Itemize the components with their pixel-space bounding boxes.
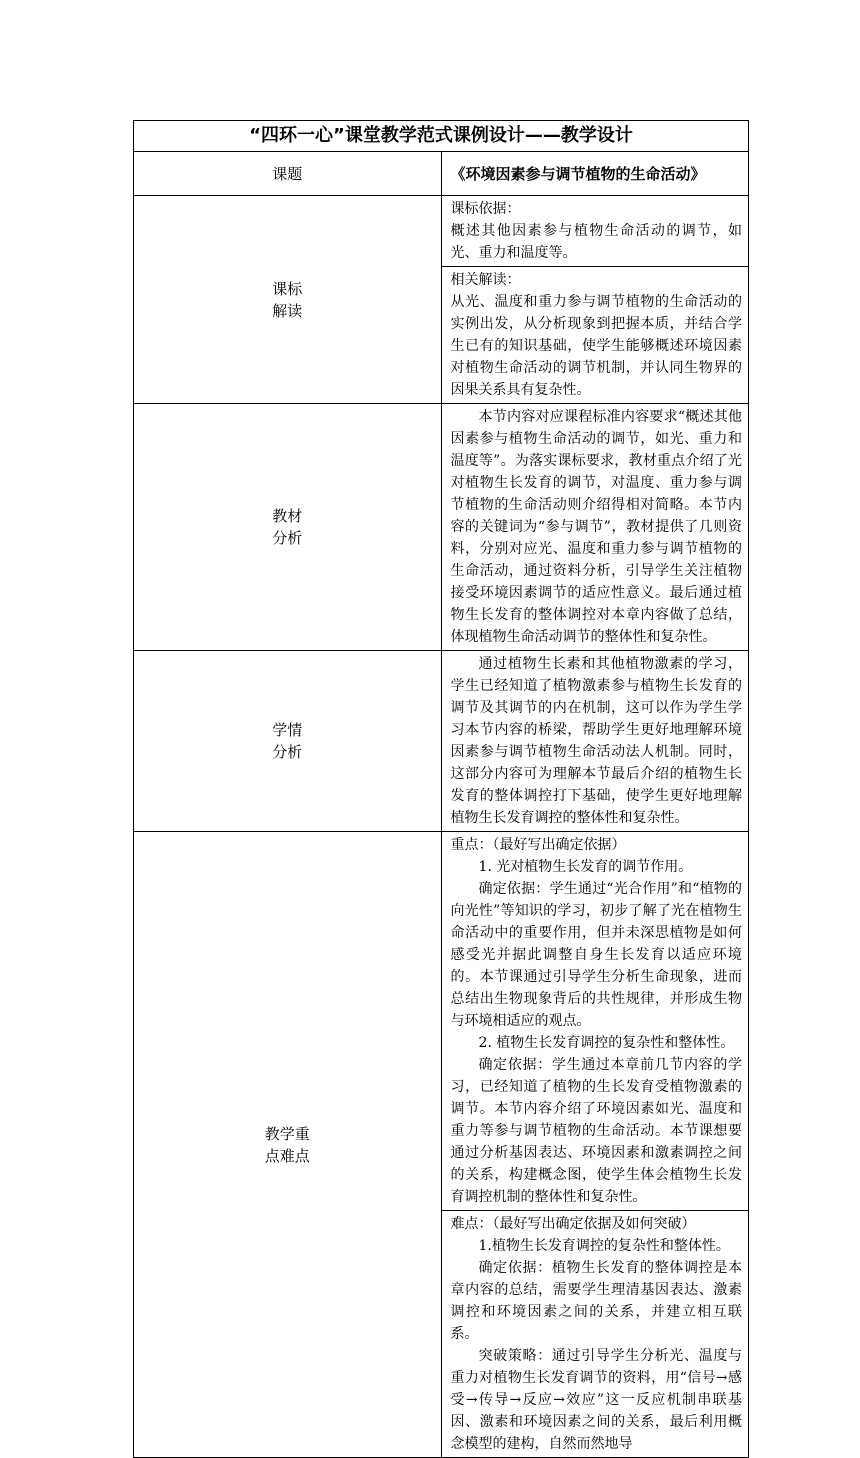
- curriculum-basis-text: 概述其他因素参与植物生命活动的调节，如光、重力和温度等。: [450, 223, 742, 261]
- students-label-text: 学情分析: [272, 721, 303, 761]
- curriculum-basis-cell: [441, 196, 749, 267]
- document-title: “四环一心”课堂教学范式课例设计——教学设计: [134, 121, 749, 152]
- lesson-design-table: [133, 120, 749, 1458]
- difficulty-cell: [441, 1211, 749, 1458]
- keypoints-label: [134, 832, 442, 1458]
- focus-cell: [441, 832, 749, 1211]
- curriculum-label-text: 课标解读: [272, 279, 303, 320]
- difficulty-heading: 难点：（最好写出确定依据及如何突破）: [450, 1216, 696, 1232]
- difficulty-1-basis: 确定依据：植物生长发育的整体调控是本章内容的总结，需要学生理清基因表达、激素调控和环境因素之间的关系，并建立相互联系。: [450, 1260, 742, 1342]
- curriculum-label: [134, 196, 442, 404]
- focus-heading: 重点：（最好写出确定依据）: [450, 837, 626, 853]
- focus-2-basis: 确定依据：学生通过本章前几节内容的学习，已经知道了植物的生长发育受植物激素的调节。本节内容介绍了环境因素如光、温度和重力等参与调节植物的生命活动。本节课想要通过分析基因表达、环境因素和激素调控之间的关系，构建概念图，使学生体会植物生长发育调控机制的整体性和复杂性。: [450, 1057, 742, 1205]
- focus-1-basis: 确定依据：学生通过“光合作用”和“植物的向光性”等知识的学习，初步了解了光在植物生命活动中的重要作用，但并未深思植物是如何感受光并据此调整自身生长发育以适应环境的。本节课通过引导学生分析生命现象，进而总结出生物现象背后的共性规律，并形成生物与环境相适应的观点。: [450, 881, 742, 1029]
- curriculum-interp-text: 从光、温度和重力参与调节植物的生命活动的实例出发，从分析现象到把握本质，并结合学生已有的知识基础，使学生能够概述环境因素对植物生命活动的调节机制，并认同生物界的因果关系具有复杂性。: [450, 294, 742, 398]
- difficulty-1-title: 1.植物生长发育调控的复杂性和整体性。: [478, 1238, 730, 1254]
- focus-1-title: 1. 光对植物生长发育的调节作用。: [478, 859, 693, 875]
- curriculum-interp-heading: 相关解读：: [450, 272, 521, 288]
- focus-2-title: 2. 植物生长发育调控的复杂性和整体性。: [478, 1035, 735, 1051]
- students-cell: [441, 651, 749, 832]
- curriculum-interp-cell: [441, 267, 749, 404]
- keypoints-label-text: 教学重点难点: [264, 1124, 310, 1165]
- textbook-label-text: 教材分析: [272, 507, 303, 547]
- textbook-cell: [441, 404, 749, 651]
- textbook-text: 本节内容对应课程标准内容要求“概述其他因素参与植物生命活动的调节，如光、重力和温度等”。为落实课标要求，教材重点介绍了光对植物生长发育的调节，对温度、重力参与调节植物的生命活动则介绍得相对简略。本节内容的关键词为“参与调节”，教材提供了几则资料，分别对应光、温度和重力参与调节植物的生命活动，通过资料分析，引导学生关注植物接受环境因素调节的适应性意义。最后通过植物生长发育的整体调控对本章内容做了总结，体现植物生命活动调节的整体性和复杂性。: [450, 409, 742, 645]
- topic-value: 《环境因素参与调节植物的生命活动》: [441, 152, 749, 196]
- students-text: 通过植物生长素和其他植物激素的学习，学生已经知道了植物激素参与植物生长发育的调节及其调节的内在机制，这可以作为学生学习本节内容的桥梁，帮助学生更好地理解环境因素参与调节植物生命活动法人机制。同时，这部分内容可为理解本节最后介绍的植物生长发育的整体调控打下基础，使学生更好地理解植物生长发育调控的整体性和复杂性。: [450, 656, 742, 826]
- textbook-label: [134, 404, 442, 651]
- students-label: [134, 651, 442, 832]
- topic-label: 课题: [134, 152, 442, 196]
- curriculum-basis-heading: 课标依据：: [450, 201, 521, 217]
- difficulty-1-strategy: 突破策略：通过引导学生分析光、温度与重力对植物生长发育调节的资料，用“信号→感受→传导→反应→效应”这一反应机制串联基因、激素和环境因素之间的关系，最后利用概念模型的建构，自然而然地导: [450, 1348, 742, 1452]
